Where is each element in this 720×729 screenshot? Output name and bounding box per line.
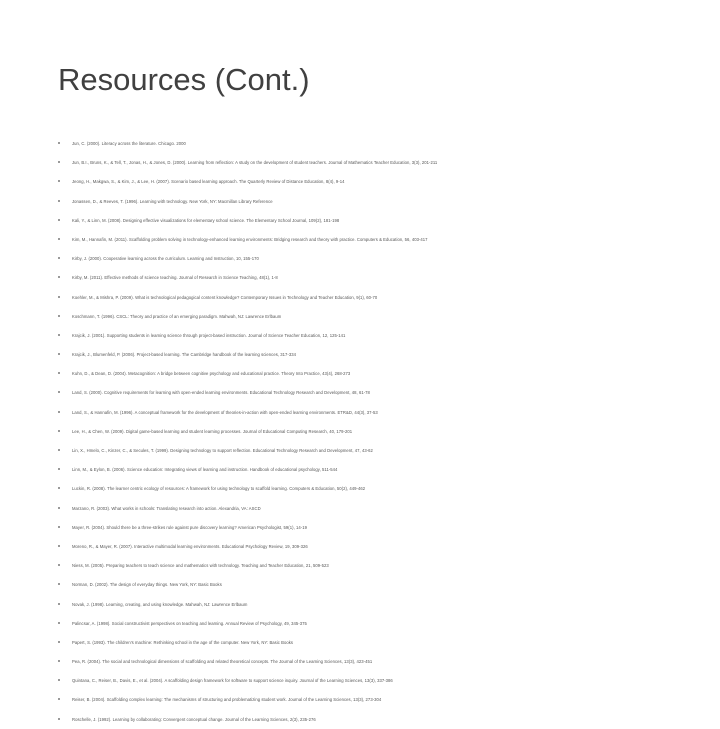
bullet-icon — [58, 583, 60, 585]
reference-text: Land, S., & Hannafin, M. (1996). A conceptual framework for the development of theories-in-action with open-ended learning environments. ETR&D, 44(3), 37-53 — [72, 409, 378, 415]
reference-text: Palincsar, A. (1998). Social constructivist perspectives on teaching and learning. Annual Review of Psychology, 49, 345-375 — [72, 620, 307, 626]
reference-item — [58, 345, 698, 364]
reference-text: Novak, J. (1998). Learning, creating, and using knowledge. Mahwah, NJ: Lawrence Erlbaum — [72, 601, 248, 607]
reference-item — [58, 364, 698, 383]
reference-text: Linn, M., & Eylon, B. (2006). Science education: Integrating views of learning and instruction. Handbook of educational psychology, 511-544 — [72, 467, 338, 473]
reference-item — [58, 172, 698, 191]
reference-text: Roschelle, J. (1992). Learning by collaborating: Convergent conceptual change. Journal of the Learning Sciences, 2(3), 235-276 — [72, 716, 316, 722]
reference-item — [58, 633, 698, 652]
reference-item — [58, 403, 698, 422]
reference-text: Jun, B.I., Bruns, K., & Tell, T., Jonas, H., & Jones, D. (2000). Learning from reflection: A study on the development of student teachers. Journal of Mathematics Teacher Education, 3(3), 201-211 — [72, 160, 438, 166]
reference-item — [58, 192, 698, 211]
reference-text: Krajcik, J. (2001). Supporting students in learning science through project-based instruction. Journal of Science Teacher Education, 12, 125-141 — [72, 332, 346, 338]
reference-item — [58, 710, 698, 729]
reference-text: Marzano, R. (2003). What works in schools: Translating research into action. Alexandria, VA: ASCD — [72, 505, 261, 511]
reference-text: Lin, X., Hmelo, C., Kinzer, C., & Secules, T. (1999). Designing technology to support reflection. Educational Technology Research and Development, 47, 43-62 — [72, 448, 373, 453]
bullet-icon — [58, 276, 60, 278]
reference-text: Land, S. (2000). Cognitive requirements for learning with open-ended learning environments. Educational Technology Research and Development, 48, 61-78 — [72, 390, 370, 396]
bullet-icon — [58, 449, 60, 451]
reference-item — [58, 153, 698, 172]
reference-item — [58, 652, 698, 671]
bullet-icon — [58, 353, 60, 355]
bullet-icon — [58, 142, 60, 144]
bullet-icon — [58, 430, 60, 432]
reference-item — [58, 211, 698, 230]
reference-text: Kuhn, D., & Dean, D. (2004). Metacognition: A bridge between cognitive psychology and educational practice. Theory Into Practice, 43(4), 268-273 — [72, 371, 351, 377]
bullet-icon — [58, 660, 60, 662]
bullet-icon — [58, 718, 60, 720]
reference-text: Luckin, R. (2008). The learner centric ecology of resources: A framework for using technology to scaffold learning. Computers & Education, 50(2), 449-462 — [72, 486, 366, 492]
reference-text: Lee, H., & Chen, W. (2009). Digital game-based learning and student learning processes. Journal of Educational Computing Research, 40, 179-201 — [72, 428, 353, 434]
reference-text: Krajcik, J., Blumenfeld, P. (2006). Project-based learning. The Cambridge handbook of the learning sciences, 317-334 — [72, 352, 296, 358]
reference-text: Jonassen, D., & Reeves, T. (1996). Learning with technology. New York, NY: Macmillan Library Reference — [72, 198, 273, 204]
reference-text: Kirby, M. (2011). Effective methods of science teaching. Journal of Research in Science Teaching, 48(1), 1-8 — [72, 275, 278, 281]
bullet-icon — [58, 219, 60, 221]
bullet-icon — [58, 200, 60, 202]
bullet-icon — [58, 391, 60, 393]
bullet-icon — [58, 334, 60, 336]
reference-item — [58, 288, 698, 307]
bullet-icon — [58, 296, 60, 298]
bullet-icon — [58, 161, 60, 163]
reference-item — [58, 268, 698, 287]
reference-text: Niess, M. (2005). Preparing teachers to teach science and mathematics with technology. Teaching and Teacher Education, 21, 509-523 — [72, 563, 329, 569]
bullet-icon — [58, 545, 60, 547]
reference-item — [58, 518, 698, 537]
bullet-icon — [58, 315, 60, 317]
bullet-icon — [58, 372, 60, 374]
reference-item — [58, 249, 698, 268]
reference-item — [58, 575, 698, 594]
bullet-icon — [58, 257, 60, 259]
reference-item — [58, 690, 698, 709]
reference-item — [58, 422, 698, 441]
reference-item — [58, 595, 698, 614]
reference-text: Pea, R. (2004). The social and technological dimensions of scaffolding and related theoretical concepts. The Journal of the Learning Sciences, 13(3), 423-451 — [72, 659, 373, 665]
bullet-icon — [58, 507, 60, 509]
reference-text: Moreno, R., & Mayer, R. (2007). Interactive multimodal learning environments. Educational Psychology Review, 19, 309-326 — [72, 543, 308, 549]
reference-item — [58, 556, 698, 575]
reference-item — [58, 499, 698, 518]
reference-text: Jun, C. (2000). Literacy across the literature. Chicago. 2000 — [72, 141, 186, 146]
reference-item — [58, 134, 698, 153]
reference-item — [58, 383, 698, 402]
bullet-icon — [58, 180, 60, 182]
reference-item — [58, 671, 698, 690]
reference-text: Papert, S. (1993). The children's machine: Rethinking school in the age of the computer. New York, NY: Basic Books — [72, 639, 294, 645]
bullet-icon — [58, 641, 60, 643]
bullet-icon — [58, 526, 60, 528]
bullet-icon — [58, 679, 60, 681]
reference-text: Kirby, J. (2000). Cooperative learning across the curriculum. Learning and Instruction, 10, 155-170 — [72, 256, 259, 262]
reference-item — [58, 326, 698, 345]
bullet-icon — [58, 564, 60, 566]
reference-text: Koehler, M., & Mishra, P. (2009). What is technological pedagogical content knowledge? Contemporary Issues in Technology and Teacher Education, 9(1), 60-70 — [72, 294, 378, 300]
slide-title: Resources (Cont.) — [58, 62, 310, 97]
reference-text: Jeong, H., Makgwa, S., & Kim, J., & Lee, H. (2007). Scenario based learning approach. The Quarterly Review of Distance Education, 8(4), 9-14 — [72, 179, 345, 185]
bullet-icon — [58, 468, 60, 470]
reference-text: Kali, Y., & Linn, M. (2008). Designing effective visualizations for elementary school science. The Elementary School Journal, 109(2), 181-198 — [72, 217, 340, 223]
reference-list — [58, 134, 698, 729]
reference-item — [58, 441, 698, 460]
bullet-icon — [58, 238, 60, 240]
bullet-icon — [58, 411, 60, 413]
reference-item — [58, 230, 698, 249]
bullet-icon — [58, 487, 60, 489]
bullet-icon — [58, 698, 60, 700]
reference-text: Reiser, B. (2004). Scaffolding complex learning: The mechanisms of structuring and problematizing student work. Journal of the Learning Sciences, 13(3), 273-304 — [72, 697, 382, 703]
bullet-icon — [58, 603, 60, 605]
reference-text: Norman, D. (2002). The design of everyday things. New York, NY: Basic Books — [72, 582, 222, 588]
reference-text: Kim, M., Hannafin, M. (2011). Scaffolding problem solving in technology-enhanced learning environments: Bridging research and theory with practice. Computers & Education, 56, 403-417 — [72, 236, 428, 242]
reference-item — [58, 460, 698, 479]
reference-text: Koschmann, T. (1996). CSCL: Theory and practice of an emerging paradigm. Mahwah, NJ: Lawrence Erlbaum — [72, 313, 282, 319]
reference-item — [58, 479, 698, 498]
bullet-icon — [58, 622, 60, 624]
reference-text: Quintana, C., Reiser, B., Davis, E., et al. (2004). A scaffolding design framework for software to support science inquiry. Journal of the Learning Sciences, 13(3), 337-386 — [72, 678, 393, 684]
reference-item — [58, 614, 698, 633]
reference-text: Mayer, R. (2004). Should there be a three-strikes rule against pure discovery learning? American Psychologist, 59(1), 14-19 — [72, 524, 307, 530]
reference-item — [58, 307, 698, 326]
